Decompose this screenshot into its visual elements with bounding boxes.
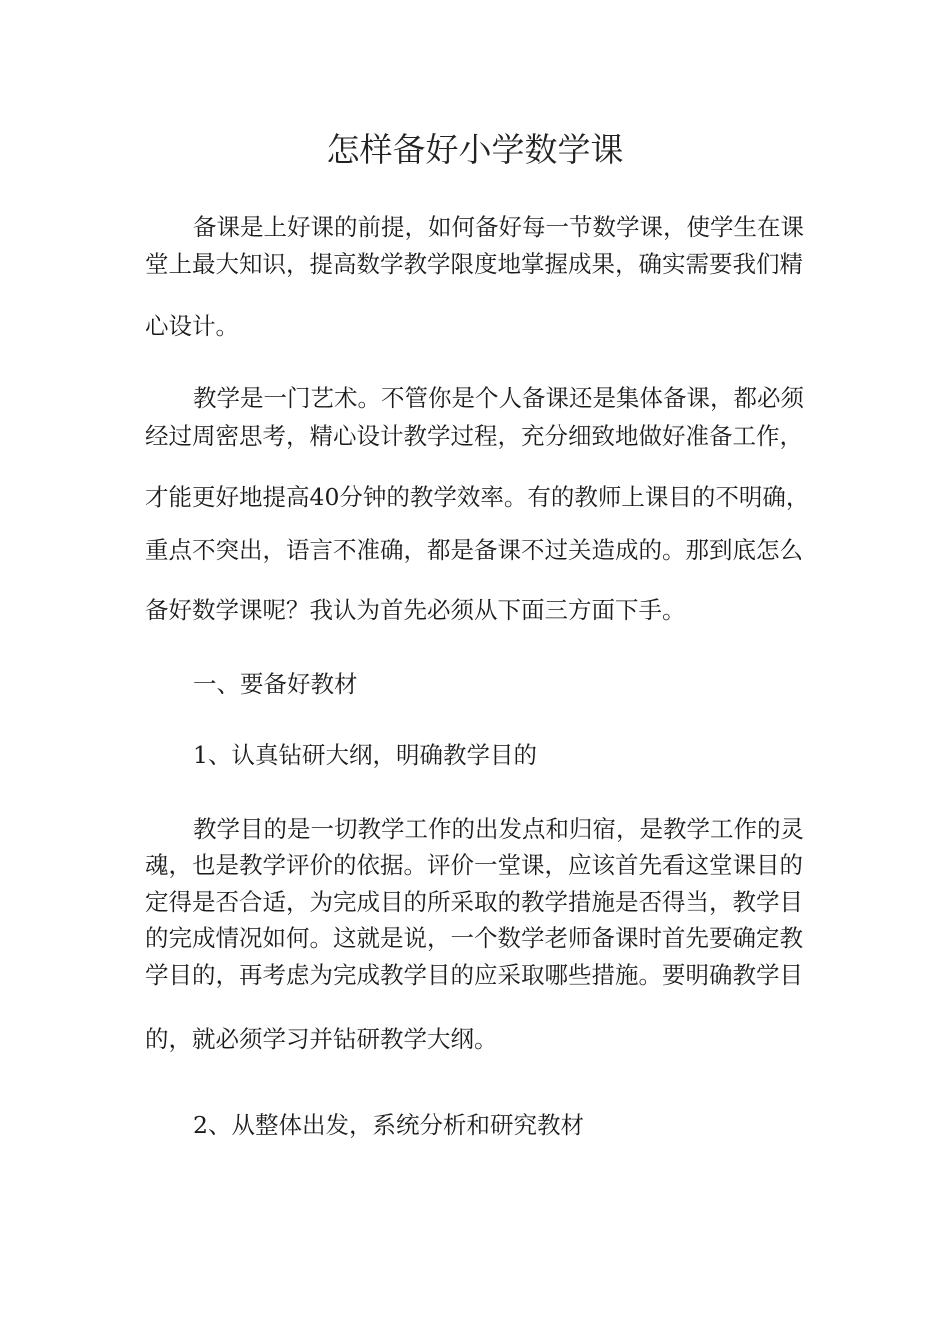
subsection-heading: 1、认真钻研大纲，明确教学目的 xyxy=(193,741,537,769)
paragraph-line: 备好数学课呢？我认为首先必须从下面三方面下手。 xyxy=(145,596,686,624)
paragraph-line: 定得是否合适，为完成目的所采取的教学措施是否得当，教学目 xyxy=(145,888,803,916)
paragraph-line: 堂上最大知识，提高数学教学限度地掌握成果，确实需要我们精 xyxy=(145,250,803,278)
paragraph-line: 学目的，再考虑为完成教学目的应采取哪些措施。要明确教学目 xyxy=(145,961,803,989)
paragraph-line: 的，就必须学习并钻研教学大纲。 xyxy=(145,1025,498,1053)
paragraph-line: 心设计。 xyxy=(145,312,239,340)
paragraph-line: 魂，也是教学评价的依据。评价一堂课，应该首先看这堂课目的 xyxy=(145,851,803,879)
section-heading: 一、要备好教材 xyxy=(193,670,358,698)
paragraph-line: 教学是一门艺术。不管你是个人备课还是集体备课，都必须 xyxy=(193,384,804,412)
paragraph-line: 经过周密思考，精心设计教学过程，充分细致地做好准备工作， xyxy=(145,422,803,450)
paragraph-line: 的完成情况如何。这就是说，一个数学老师备课时首先要确定教 xyxy=(145,924,803,952)
paragraph-line: 才能更好地提高40分钟的教学效率。有的教师上课目的不明确， xyxy=(145,483,810,511)
paragraph-line: 备课是上好课的前提，如何备好每一节数学课，使学生在课 xyxy=(193,213,804,241)
paragraph-line: 重点不突出，语言不准确，都是备课不过关造成的。那到底怎么 xyxy=(145,536,803,564)
paragraph-line: 教学目的是一切教学工作的出发点和归宿，是教学工作的灵 xyxy=(193,815,804,843)
document-title: 怎样备好小学数学课 xyxy=(326,130,624,169)
subsection-heading: 2、从整体出发，系统分析和研究教材 xyxy=(193,1111,584,1139)
